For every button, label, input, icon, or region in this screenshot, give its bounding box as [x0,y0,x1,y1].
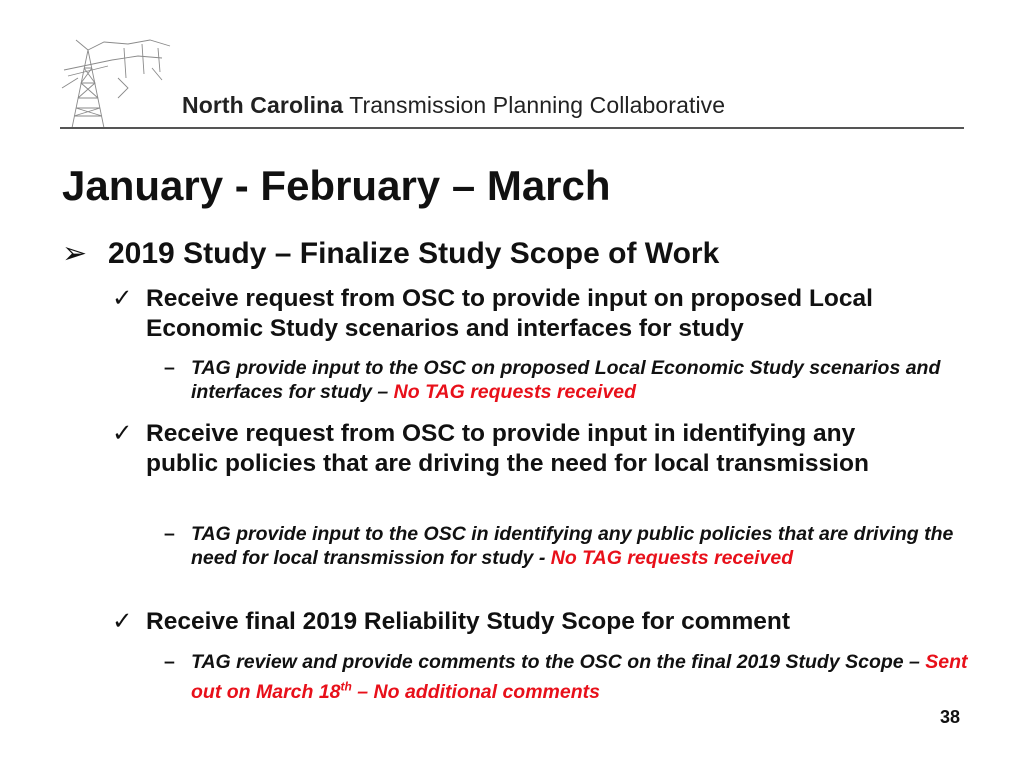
status-highlight: No TAG requests received [393,381,637,403]
header-title-bold: North Carolina [182,92,344,118]
sub-item-text: TAG review and provide comments to the OSC on the final 2019 Study Scope – [191,651,926,673]
status-highlight: Sent out on March 18th – No additional comments [191,651,968,703]
header-title [182,92,725,119]
header-divider [60,127,964,129]
header-title-rest: Transmission Planning Collaborative [349,92,726,118]
checkmark-icon: ✓ [112,285,133,312]
checklist-item-1 [112,284,936,344]
sub-item-3 [164,650,971,704]
sub-item-text: TAG provide input to the OSC in identifying any public policies that are driving the need for local transmission for study - [191,523,954,569]
checklist-item-2 [112,419,886,479]
checklist-item-text: Receive final 2019 Reliability Study Scope for comment [146,608,791,635]
checkmark-icon: ✓ [112,608,133,635]
main-bullet [62,236,719,271]
status-highlight: No TAG requests received [550,547,794,569]
sub-item-text: TAG provide input to the OSC on proposed Local Economic Study scenarios and interfaces for study – [191,357,941,403]
page-number: 38 [940,707,961,727]
arrow-bullet-icon: ➢ [62,237,88,270]
dash-bullet: – [164,357,175,379]
sub-item-2 [164,522,971,570]
checkmark-icon: ✓ [112,420,133,447]
dash-bullet: – [164,523,175,545]
sub-item-1 [164,356,971,404]
checklist-item-3 [112,607,936,637]
checklist-item-text: Receive request from OSC to provide input on proposed Local Economic Study scenarios and interfaces for study [146,285,873,342]
checklist-item-text: Receive request from OSC to provide input in identifying any public policies that are driving the need for local transmission [146,420,869,477]
main-bullet-text: 2019 Study – Finalize Study Scope of Work [108,237,720,270]
slide-title: January - February – March [62,162,611,209]
dash-bullet: – [164,651,175,673]
transmission-tower-icon [58,38,180,130]
